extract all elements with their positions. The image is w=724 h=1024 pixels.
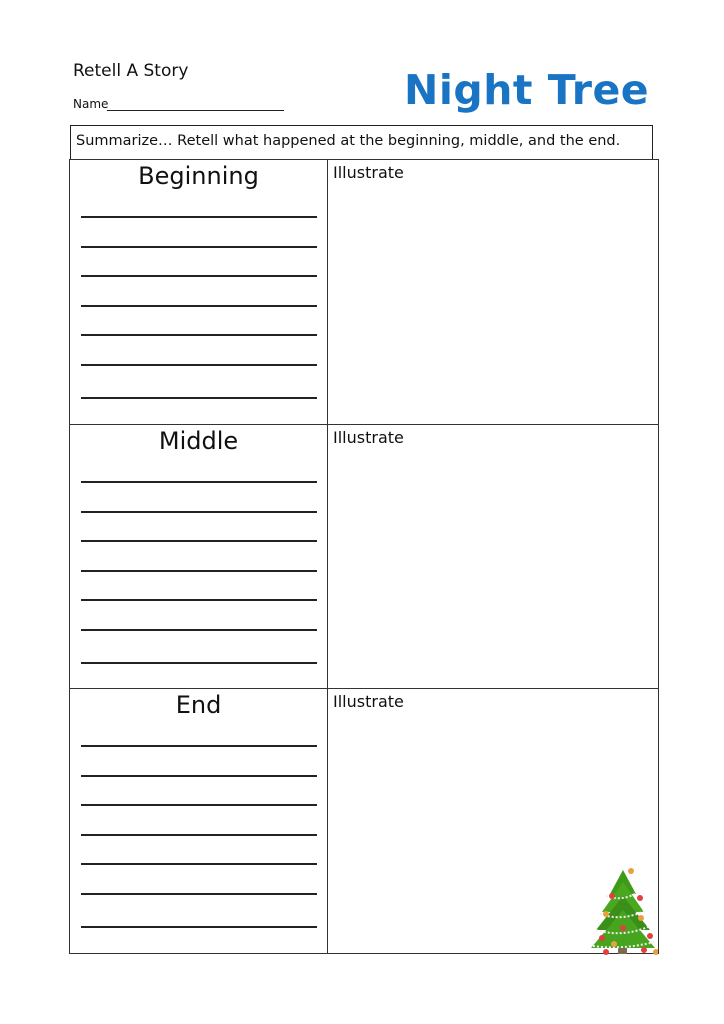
section-middle xyxy=(70,424,658,688)
writing-column xyxy=(70,689,328,954)
writing-line[interactable] xyxy=(81,275,317,277)
writing-line[interactable] xyxy=(81,364,317,366)
section-heading: Middle xyxy=(158,427,239,455)
writing-line[interactable] xyxy=(81,599,317,601)
writing-line[interactable] xyxy=(81,570,317,572)
writing-line[interactable] xyxy=(81,834,317,836)
section-heading: End xyxy=(175,691,222,719)
illustrate-label: Illustrate xyxy=(333,428,404,447)
writing-line[interactable] xyxy=(81,775,317,777)
illustrate-label: Illustrate xyxy=(333,163,404,182)
writing-line[interactable] xyxy=(81,893,317,895)
writing-line[interactable] xyxy=(81,334,317,336)
writing-column xyxy=(70,425,328,688)
illustrate-label: Illustrate xyxy=(333,692,404,711)
name-input-line[interactable] xyxy=(107,110,284,111)
writing-line[interactable] xyxy=(81,804,317,806)
writing-line[interactable] xyxy=(81,662,317,664)
writing-line[interactable] xyxy=(81,745,317,747)
writing-line[interactable] xyxy=(81,397,317,399)
writing-line[interactable] xyxy=(81,863,317,865)
writing-line[interactable] xyxy=(81,481,317,483)
writing-line[interactable] xyxy=(81,511,317,513)
christmas-tree-icon xyxy=(588,866,658,956)
section-end xyxy=(70,688,658,954)
writing-line[interactable] xyxy=(81,216,317,218)
writing-line[interactable] xyxy=(81,926,317,928)
writing-line[interactable] xyxy=(81,246,317,248)
writing-line[interactable] xyxy=(81,540,317,542)
writing-line[interactable] xyxy=(81,629,317,631)
name-label: Name xyxy=(73,97,109,111)
instructions-box: Summarize… Retell what happened at the beginning, middle, and the end. xyxy=(70,125,653,159)
writing-line[interactable] xyxy=(81,305,317,307)
section-beginning xyxy=(70,160,658,424)
worksheet-title: Night Tree xyxy=(404,66,650,114)
worksheet-subtitle: Retell A Story xyxy=(73,61,189,81)
writing-column xyxy=(70,160,328,424)
story-grid xyxy=(69,159,659,954)
section-heading: Beginning xyxy=(138,162,259,190)
